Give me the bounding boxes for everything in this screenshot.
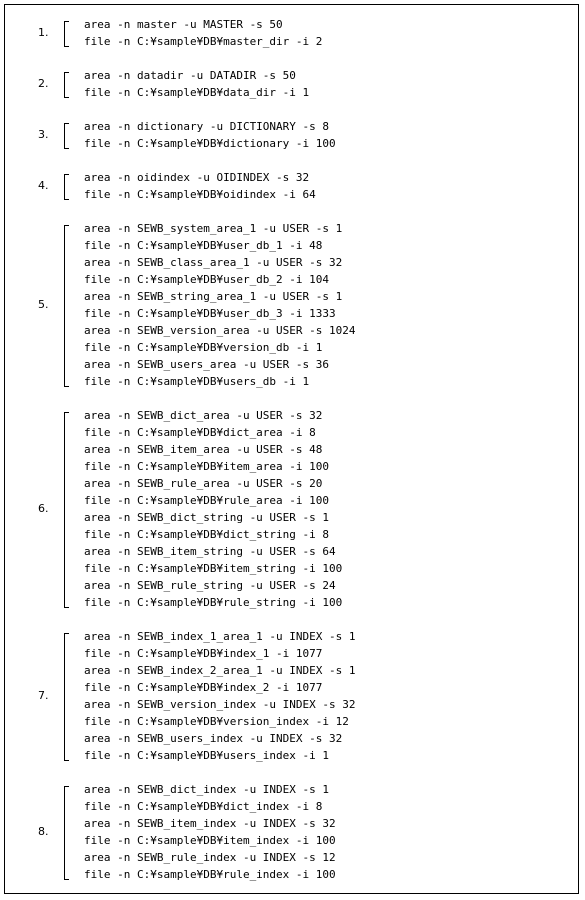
- command-line: file -n C:¥sample¥DB¥item_index -i 100: [84, 834, 336, 847]
- group-bracket: [64, 174, 69, 200]
- group-number: 5.: [38, 298, 49, 311]
- command-lines: [84, 16, 322, 50]
- command-line: file -n C:¥sample¥DB¥dict_string -i 8: [84, 528, 330, 541]
- group-number: 1.: [38, 26, 49, 39]
- command-line: area -n SEWB_users_area -u USER -s 36: [84, 358, 330, 371]
- command-line: file -n C:¥sample¥DB¥users_index -i 1: [84, 749, 330, 762]
- command-line: area -n SEWB_rule_string -u USER -s 24: [84, 579, 336, 592]
- command-line: area -n dictionary -u DICTIONARY -s 8: [84, 120, 330, 133]
- group-bracket: [64, 225, 69, 387]
- command-line: file -n C:¥sample¥DB¥dict_area -i 8: [84, 426, 316, 439]
- group-bracket: [64, 412, 69, 608]
- group-bracket: [64, 633, 69, 761]
- command-line: area -n SEWB_item_index -u INDEX -s 32: [84, 817, 336, 830]
- command-line: area -n SEWB_system_area_1 -u USER -s 1: [84, 222, 343, 235]
- command-line: area -n SEWB_rule_index -u INDEX -s 12: [84, 851, 336, 864]
- command-line: file -n C:¥sample¥DB¥users_db -i 1: [84, 375, 310, 388]
- command-lines: [84, 67, 309, 101]
- command-lines: [84, 118, 336, 152]
- command-line: file -n C:¥sample¥DB¥rule_area -i 100: [84, 494, 330, 507]
- command-lines: [84, 781, 336, 883]
- command-line: file -n C:¥sample¥DB¥item_area -i 100: [84, 460, 330, 473]
- command-lines: [84, 169, 316, 203]
- command-line: area -n master -u MASTER -s 50: [84, 18, 283, 31]
- command-line: area -n SEWB_index_2_area_1 -u INDEX -s 1: [84, 664, 356, 677]
- group-bracket: [64, 21, 69, 47]
- command-line: area -n SEWB_dict_index -u INDEX -s 1: [84, 783, 330, 796]
- group-number: 6.: [38, 502, 49, 515]
- command-line: file -n C:¥sample¥DB¥dictionary -i 100: [84, 137, 336, 150]
- command-line: file -n C:¥sample¥DB¥index_1 -i 1077: [84, 647, 323, 660]
- command-line: area -n SEWB_index_1_area_1 -u INDEX -s 1: [84, 630, 356, 643]
- command-line: area -n SEWB_dict_string -u USER -s 1: [84, 511, 330, 524]
- group-bracket: [64, 123, 69, 149]
- group-number: 2.: [38, 77, 49, 90]
- command-line: file -n C:¥sample¥DB¥rule_index -i 100: [84, 868, 336, 881]
- command-line: file -n C:¥sample¥DB¥user_db_2 -i 104: [84, 273, 330, 286]
- command-line: file -n C:¥sample¥DB¥user_db_3 -i 1333: [84, 307, 336, 320]
- command-line: file -n C:¥sample¥DB¥version_db -i 1: [84, 341, 323, 354]
- command-line: file -n C:¥sample¥DB¥oidindex -i 64: [84, 188, 316, 201]
- command-line: area -n SEWB_version_area -u USER -s 1024: [84, 324, 356, 337]
- group-bracket: [64, 72, 69, 98]
- group-number: 4.: [38, 179, 49, 192]
- command-line: area -n SEWB_users_index -u INDEX -s 32: [84, 732, 343, 745]
- command-line: file -n C:¥sample¥DB¥dict_index -i 8: [84, 800, 323, 813]
- group-number: 7.: [38, 689, 49, 702]
- command-line: area -n SEWB_version_index -u INDEX -s 32: [84, 698, 356, 711]
- group-bracket: [64, 786, 69, 880]
- command-lines: [84, 220, 356, 390]
- command-line: file -n C:¥sample¥DB¥rule_string -i 100: [84, 596, 343, 609]
- command-line: file -n C:¥sample¥DB¥data_dir -i 1: [84, 86, 310, 99]
- command-line: area -n oidindex -u OIDINDEX -s 32: [84, 171, 310, 184]
- command-line: area -n SEWB_dict_area -u USER -s 32: [84, 409, 323, 422]
- command-lines: [84, 407, 342, 611]
- group-number: 8.: [38, 825, 49, 838]
- command-line: area -n SEWB_rule_area -u USER -s 20: [84, 477, 323, 490]
- group-number: 3.: [38, 128, 49, 141]
- command-line: file -n C:¥sample¥DB¥index_2 -i 1077: [84, 681, 323, 694]
- command-line: file -n C:¥sample¥DB¥version_index -i 12: [84, 715, 349, 728]
- command-line: area -n SEWB_class_area_1 -u USER -s 32: [84, 256, 343, 269]
- command-lines: [84, 628, 356, 764]
- command-line: file -n C:¥sample¥DB¥item_string -i 100: [84, 562, 343, 575]
- command-line: area -n SEWB_item_string -u USER -s 64: [84, 545, 336, 558]
- command-line: area -n SEWB_string_area_1 -u USER -s 1: [84, 290, 343, 303]
- command-line: area -n datadir -u DATADIR -s 50: [84, 69, 296, 82]
- command-line: file -n C:¥sample¥DB¥user_db_1 -i 48: [84, 239, 323, 252]
- command-line: file -n C:¥sample¥DB¥master_dir -i 2: [84, 35, 323, 48]
- command-line: area -n SEWB_item_area -u USER -s 48: [84, 443, 323, 456]
